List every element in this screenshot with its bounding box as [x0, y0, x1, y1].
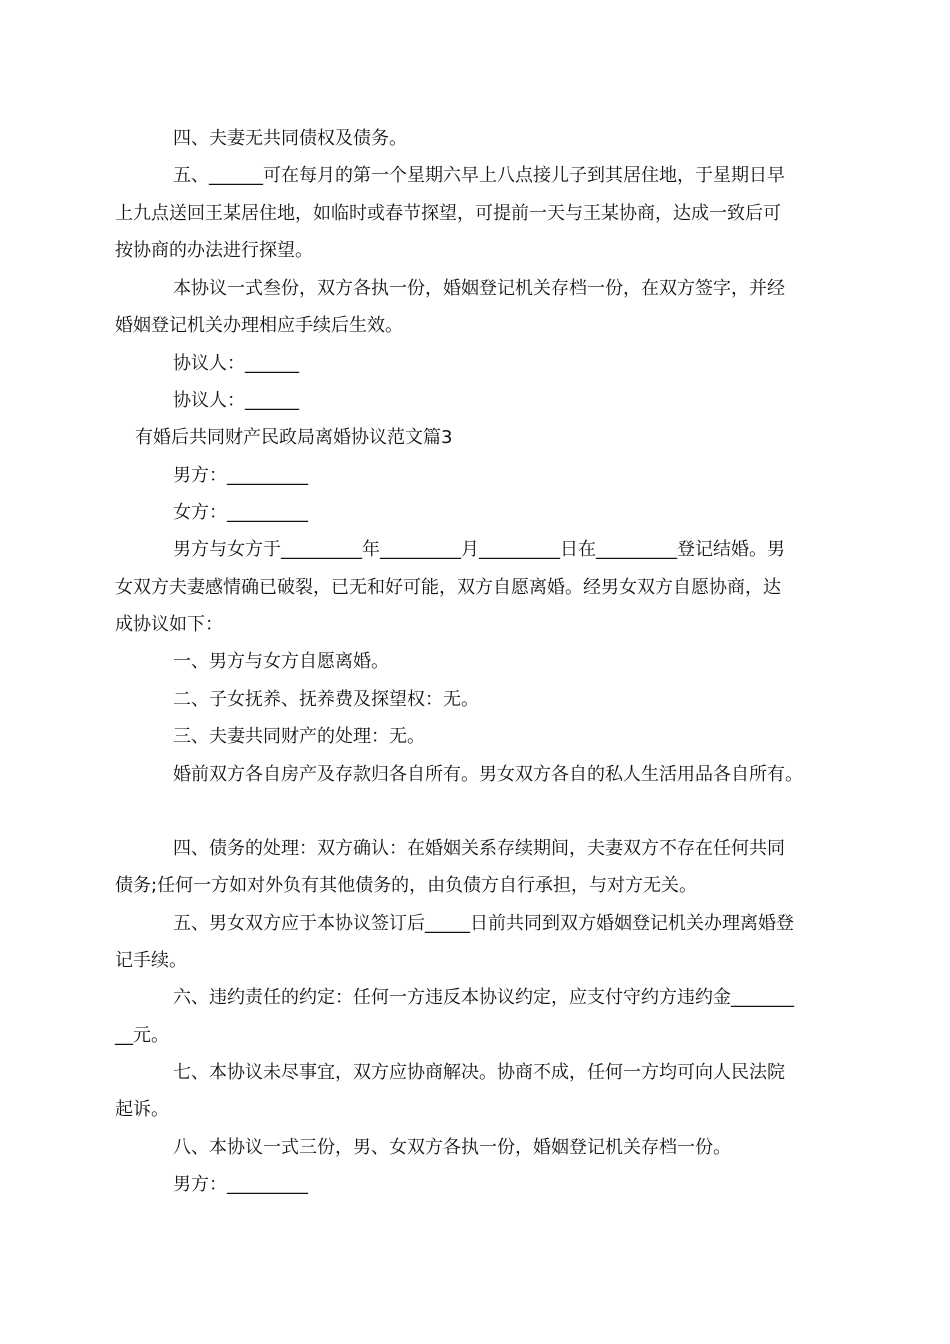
paragraph-line: 记手续。 [115, 950, 187, 971]
paragraph-line: 婚姻登记机关办理相应手续后生效。 [115, 315, 403, 336]
section-heading: 有婚后共同财产民政局离婚协议范文篇3 [135, 427, 453, 448]
paragraph-line: 起诉。 [115, 1099, 169, 1120]
clause-line: 四、债务的处理：双方确认：在婚姻关系存续期间，夫妻双方不存在任何共同 [173, 838, 785, 859]
signature-line: 协议人：______ [173, 390, 299, 411]
clause-line: 七、本协议未尽事宜，双方应协商解决。协商不成，任何一方均可向人民法院 [173, 1062, 785, 1083]
paragraph-line: 女双方夫妻感情确已破裂，已无和好可能，双方自愿离婚。经男女双方自愿协商，达 [115, 577, 781, 598]
clause-line: 二、子女抚养、抚养费及探望权：无。 [173, 689, 479, 710]
clause-line: 三、夫妻共同财产的处理：无。 [173, 726, 425, 747]
paragraph-line: 四、夫妻无共同债权及债务。 [173, 128, 407, 149]
paragraph-line: 债务;任何一方如对外负有其他债务的，由负债方自行承担，与对方无关。 [115, 875, 698, 896]
clause-line: 六、违约责任的约定：任何一方违反本协议约定，应支付守约方违约金_______ [173, 987, 794, 1008]
paragraph-line: 男方与女方于_________年_________月_________日在_________登记结婚。男 [173, 539, 785, 560]
paragraph-line: __元。 [115, 1025, 169, 1046]
paragraph-line: 本协议一式叁份，双方各执一份，婚姻登记机关存档一份，在双方签字，并经 [173, 278, 785, 299]
clause-line: 一、男方与女方自愿离婚。 [173, 651, 389, 672]
signature-line: 协议人：______ [173, 353, 299, 374]
paragraph-line: 按协商的办法进行探望。 [115, 240, 313, 261]
clause-line: 五、男女双方应于本协议签订后_____日前共同到双方婚姻登记机关办理离婚登 [173, 913, 794, 934]
paragraph-line: 成协议如下： [115, 614, 223, 635]
party-line-female: 女方：_________ [173, 502, 308, 523]
paragraph-line: 婚前双方各自房产及存款归各自所有。男女双方各自的私人生活用品各自所有。 [173, 764, 803, 785]
party-line-male: 男方：_________ [173, 1174, 308, 1195]
clause-line: 八、本协议一式三份，男、女双方各执一份，婚姻登记机关存档一份。 [173, 1137, 731, 1158]
party-line-male: 男方：_________ [173, 465, 308, 486]
paragraph-line: 上九点送回王某居住地，如临时或春节探望，可提前一天与王某协商，达成一致后可 [115, 203, 781, 224]
paragraph-line: 五、______可在每月的第一个星期六早上八点接儿子到其居住地，于星期日早 [173, 165, 785, 186]
